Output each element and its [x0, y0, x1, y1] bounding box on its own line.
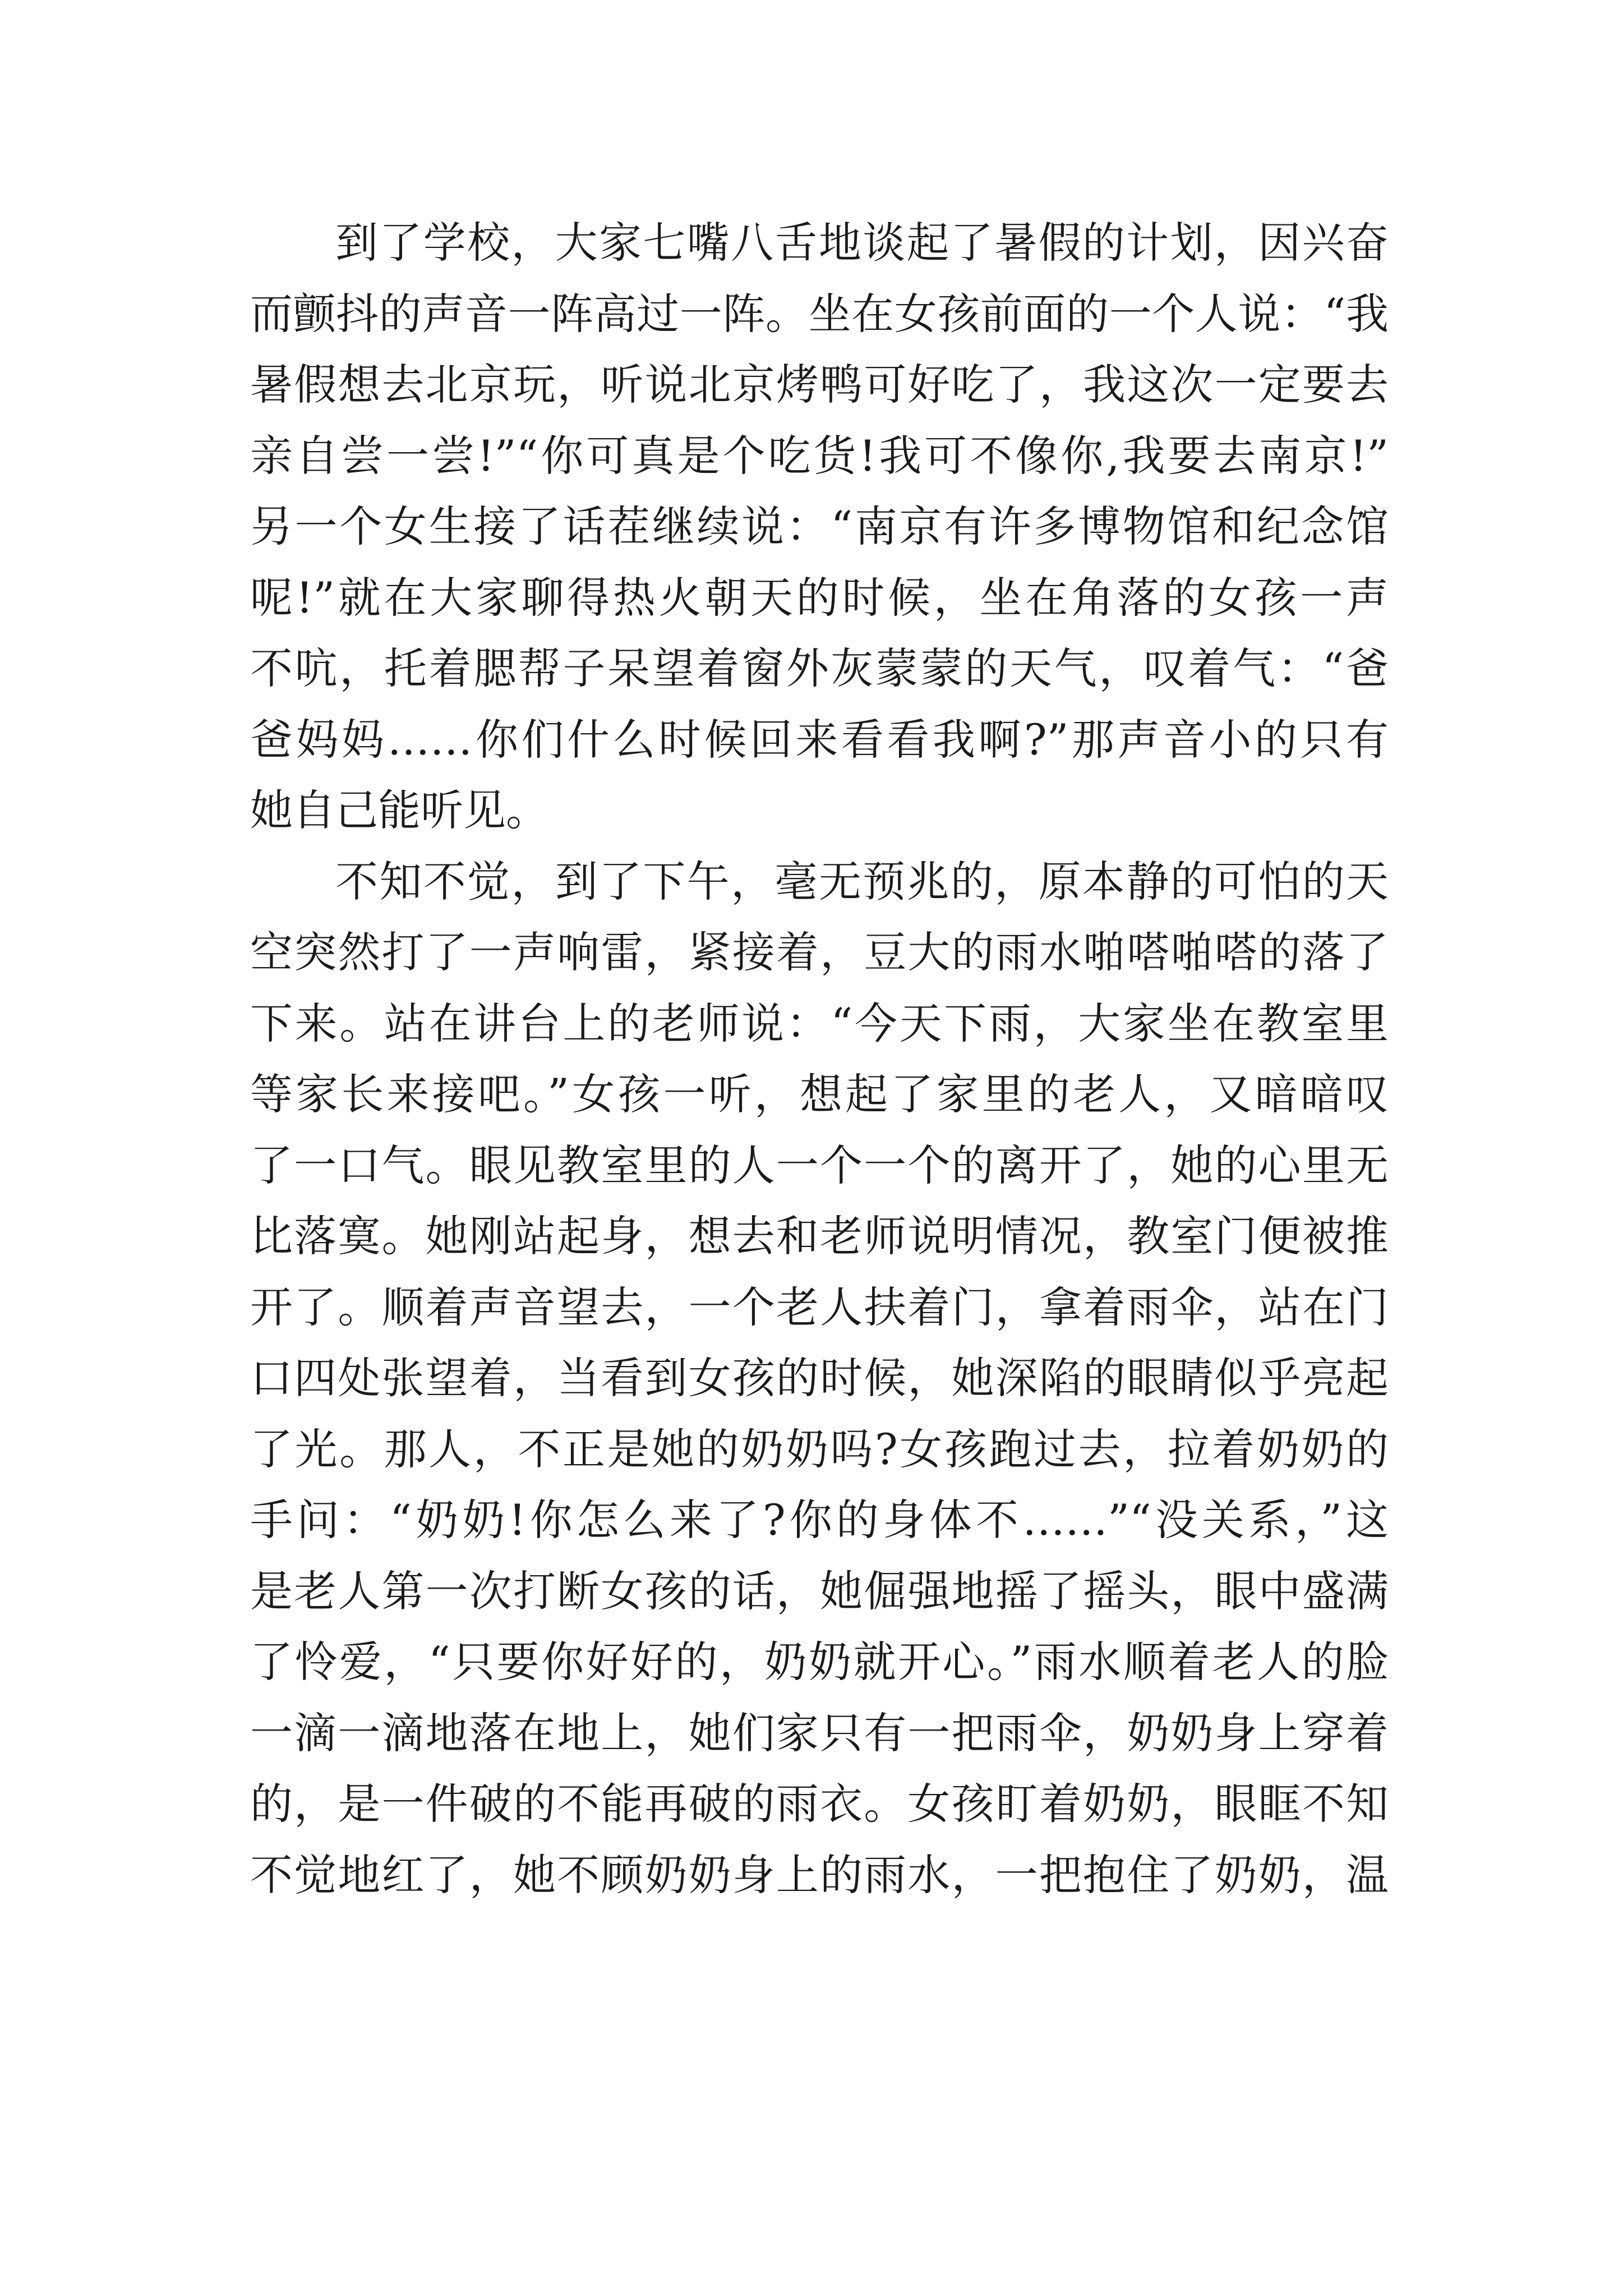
text-line: 她自己能听见。	[250, 785, 548, 835]
text-line: 不知不觉，到了下午，毫无预兆的，原本静的可怕的天	[335, 856, 1389, 907]
text-line: 爸妈妈……你们什么时候回来看看我啊?”那声音小的只有	[250, 714, 1389, 765]
text-line: 了怜爱，“只要你好好的，奶奶就开心。”雨水顺着老人的脸	[250, 1637, 1389, 1687]
body-text	[250, 208, 1389, 1911]
paragraph-1	[250, 208, 1389, 846]
text-line: 手问：“奶奶!你怎么来了?你的身体不……”“没关系，”这	[250, 1495, 1389, 1545]
text-line: 暑假想去北京玩，听说北京烤鸭可好吃了，我这次一定要去	[250, 360, 1389, 409]
text-line: 下来。站在讲台上的老师说：“今天下雨，大家坐在教室里	[250, 998, 1389, 1048]
paragraph-2	[250, 846, 1389, 1911]
text-line: 不吭，托着腮帮子呆望着窗外灰蒙蒙的天气，叹着气：“爸	[250, 643, 1389, 693]
text-line: 呢!”就在大家聊得热火朝天的时候，坐在角落的女孩一声	[250, 572, 1389, 623]
text-line: 是老人第一次打断女孩的话，她倔强地摇了摇头，眼中盛满	[250, 1566, 1389, 1616]
text-line: 不觉地红了，她不顾奶奶身上的雨水，一把抱住了奶奶，温	[250, 1849, 1389, 1900]
text-line: 开了。顺着声音望去，一个老人扶着门，拿着雨伞，站在门	[250, 1282, 1389, 1332]
text-line: 等家长来接吧。”女孩一听，想起了家里的老人，又暗暗叹	[250, 1069, 1389, 1119]
text-line: 了一口气。眼见教室里的人一个一个的离开了，她的心里无	[250, 1140, 1389, 1190]
text-line: 了光。那人，不正是她的奶奶吗?女孩跑过去，拉着奶奶的	[250, 1424, 1389, 1474]
text-line: 亲自尝一尝!”“你可真是个吃货!我可不像你,我要去南京!”	[250, 430, 1389, 481]
text-line: 口四处张望着，当看到女孩的时候，她深陷的眼睛似乎亮起	[250, 1353, 1389, 1403]
text-line: 另一个女生接了话茬继续说：“南京有许多博物馆和纪念馆	[250, 501, 1389, 551]
text-line: 而颤抖的声音一阵高过一阵。坐在女孩前面的一个人说：“我	[250, 288, 1389, 339]
text-line: 一滴一滴地落在地上，她们家只有一把雨伞，奶奶身上穿着	[250, 1708, 1389, 1758]
text-line: 比落寞。她刚站起身，想去和老师说明情况，教室门便被推	[250, 1211, 1389, 1261]
text-line: 空突然打了一声响雷，紧接着，豆大的雨水啪嗒啪嗒的落了	[250, 927, 1389, 977]
text-line: 到了学校，大家七嘴八舌地谈起了暑假的计划，因兴奋	[335, 218, 1389, 268]
text-line: 的，是一件破的不能再破的雨衣。女孩盯着奶奶，眼眶不知	[250, 1779, 1389, 1829]
